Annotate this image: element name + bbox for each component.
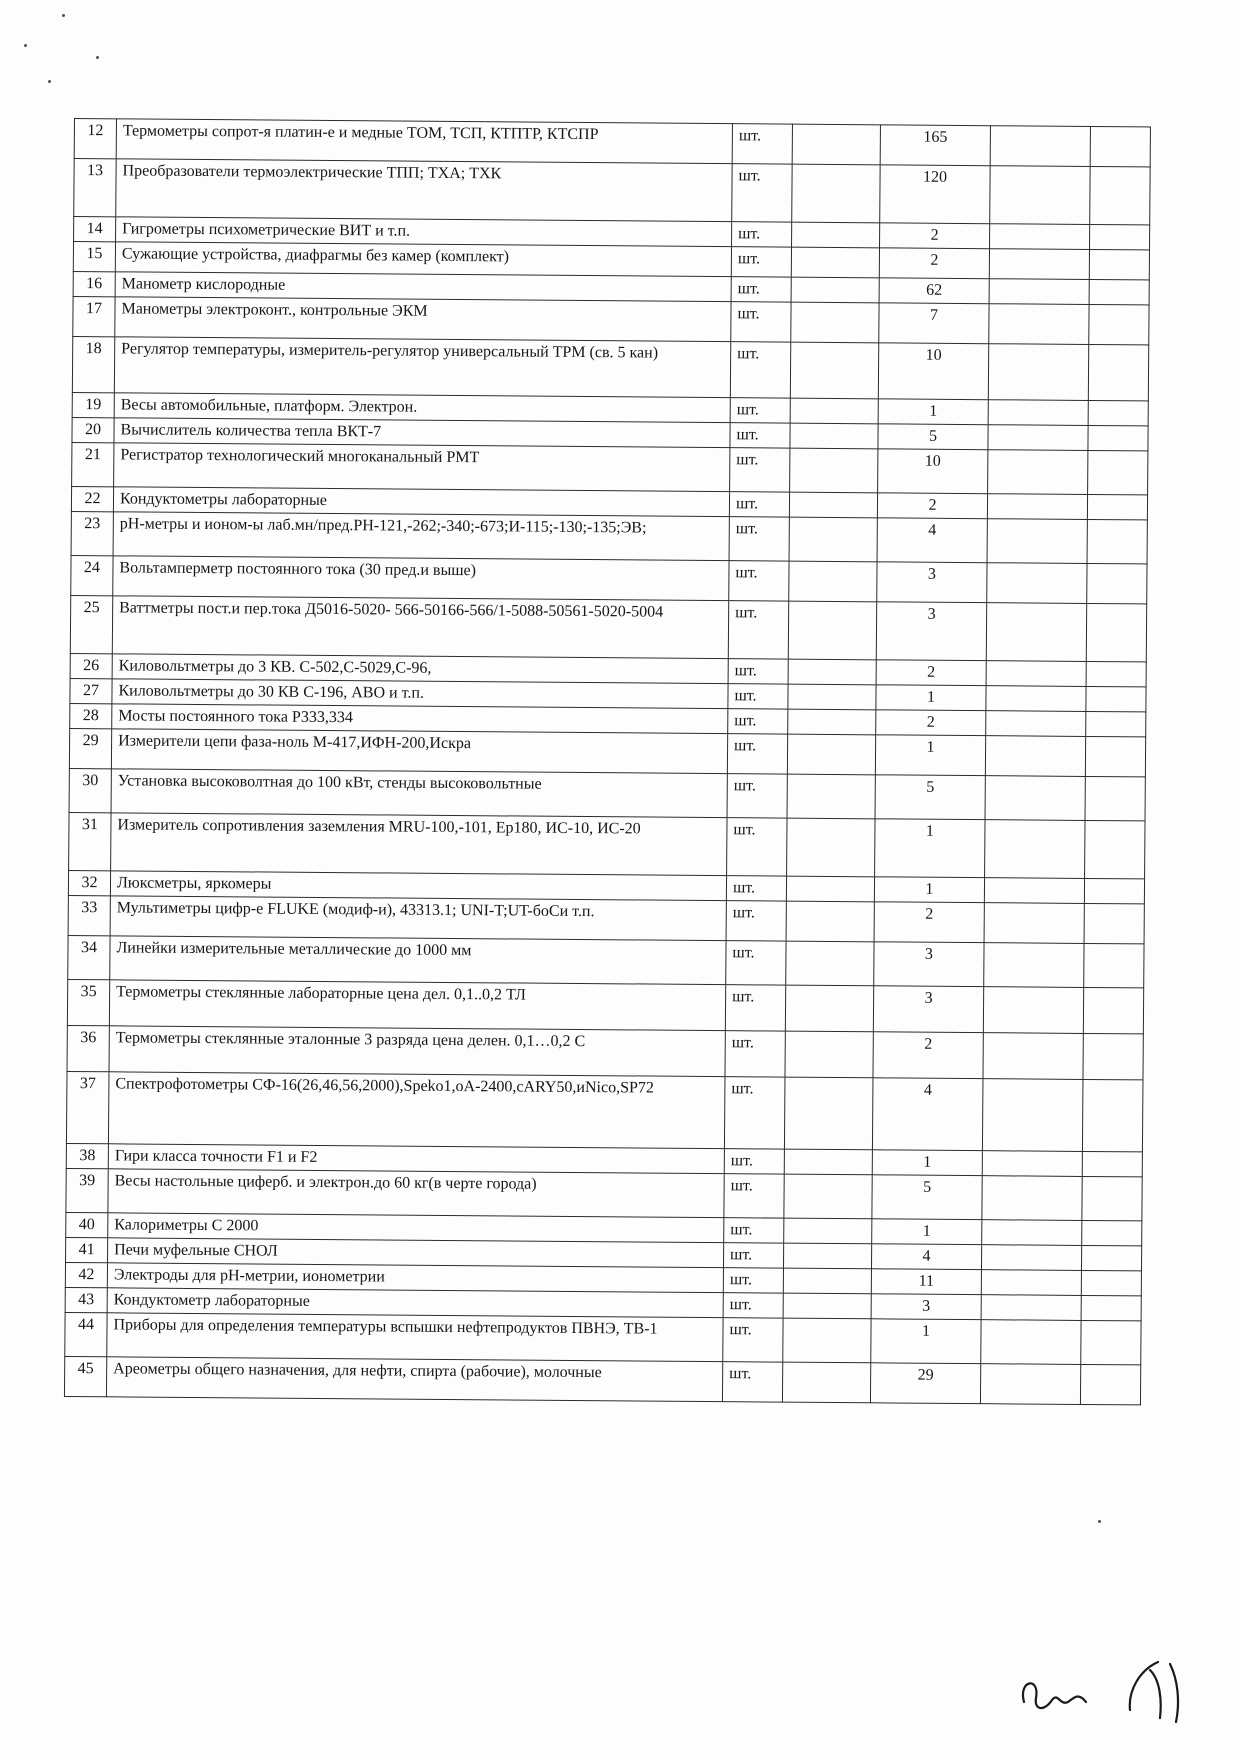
empty-cell <box>792 124 880 165</box>
row-number: 14 <box>74 217 116 242</box>
table-row <box>72 336 1148 400</box>
empty-cell <box>1085 820 1145 878</box>
empty-cell <box>785 1031 873 1078</box>
empty-cell <box>782 1362 870 1403</box>
empty-cell <box>791 277 879 303</box>
instrument-name: Измеритель сопротивления заземления MRU-100,-101, Ep180, ИС-10, ИС-20 <box>111 813 727 876</box>
unit-of-measure: шт. <box>727 734 787 774</box>
empty-cell <box>787 818 875 877</box>
empty-cell <box>788 684 876 710</box>
empty-cell <box>1089 304 1149 344</box>
unit-of-measure: шт. <box>728 684 788 709</box>
empty-cell <box>789 492 877 518</box>
empty-cell <box>982 1220 1082 1246</box>
unit-of-measure: шт. <box>730 342 790 398</box>
instrument-name: Мосты постоянного тока Р333,334 <box>112 704 728 734</box>
empty-cell <box>985 820 1085 879</box>
unit-of-measure: шт. <box>732 164 792 222</box>
unit-of-measure: шт. <box>729 517 789 561</box>
unit-of-measure: шт. <box>723 1268 783 1293</box>
table-row <box>66 1071 1143 1151</box>
empty-cell <box>989 279 1089 305</box>
quantity: 1 <box>878 399 988 425</box>
empty-cell <box>983 987 1083 1034</box>
empty-cell <box>784 1149 872 1175</box>
unit-of-measure: шт. <box>732 222 792 247</box>
empty-cell <box>788 709 876 735</box>
empty-cell <box>783 1243 871 1269</box>
empty-cell <box>1081 1295 1141 1320</box>
empty-cell <box>981 1270 1081 1296</box>
empty-cell <box>784 1174 872 1219</box>
empty-cell <box>984 903 1084 944</box>
row-number: 16 <box>73 271 115 296</box>
empty-cell <box>990 224 1090 250</box>
empty-cell <box>783 1293 871 1319</box>
empty-cell <box>982 1079 1083 1152</box>
quantity: 2 <box>876 710 986 736</box>
empty-cell <box>1088 425 1148 450</box>
quantity: 2 <box>873 1032 983 1079</box>
unit-of-measure: шт. <box>728 659 788 684</box>
quantity: 1 <box>872 1219 982 1245</box>
table-row <box>69 812 1145 878</box>
row-number: 15 <box>73 242 115 272</box>
instrument-name: Печи муфельные СНОЛ <box>108 1238 724 1268</box>
unit-of-measure: шт. <box>729 561 789 601</box>
empty-cell <box>790 342 878 399</box>
unit-of-measure: шт. <box>722 1362 782 1402</box>
empty-cell <box>1087 563 1147 603</box>
empty-cell <box>791 247 879 278</box>
instrument-name: pH-метры и ионом-ы лаб.мн/пред.PH-121,-262;-340;-673;И-115;-130;-135;ЭВ; <box>113 512 729 561</box>
empty-cell <box>1081 1270 1141 1295</box>
empty-cell <box>986 686 1086 712</box>
empty-cell <box>1089 249 1149 279</box>
row-number: 33 <box>68 895 110 935</box>
instrument-name: Киловольтметры до 30 КВ С-196, АВО и т.п. <box>112 679 728 709</box>
empty-cell <box>990 166 1090 225</box>
empty-cell <box>1086 603 1146 661</box>
quantity: 3 <box>877 562 987 603</box>
unit-of-measure: шт. <box>723 1318 783 1362</box>
unit-of-measure: шт. <box>727 818 787 876</box>
quantity: 5 <box>878 424 988 450</box>
quantity: 4 <box>871 1244 981 1270</box>
quantity: 2 <box>880 223 990 249</box>
quantity: 62 <box>879 278 989 304</box>
scan-speck <box>1098 1520 1101 1523</box>
unit-of-measure: шт. <box>729 492 789 517</box>
empty-cell <box>1086 686 1146 711</box>
quantity: 10 <box>878 343 988 400</box>
instrument-name: Люксметры, яркомеры <box>110 871 726 901</box>
empty-cell <box>981 1320 1081 1365</box>
empty-cell <box>1088 400 1148 425</box>
unit-of-measure: шт. <box>732 124 792 164</box>
quantity: 5 <box>875 775 985 820</box>
empty-cell <box>786 941 874 986</box>
empty-cell <box>1081 1245 1141 1270</box>
instrument-name: Линейки измерительные металлические до 1000 мм <box>110 936 726 985</box>
row-number: 20 <box>72 417 114 442</box>
instrument-name: Термометры сопрот-я платин-е и медные ТОМ, ТСП, КТПТР, КТСПР <box>116 119 732 164</box>
row-number: 41 <box>66 1237 108 1262</box>
empty-cell <box>791 302 879 343</box>
quantity: 10 <box>878 449 988 494</box>
row-number: 37 <box>66 1071 109 1143</box>
handwritten-signature <box>1010 1640 1210 1730</box>
row-number: 29 <box>69 728 111 768</box>
unit-of-measure: шт. <box>724 1174 784 1218</box>
empty-cell <box>986 603 1086 662</box>
instruments-table <box>64 118 1151 1405</box>
unit-of-measure: шт. <box>730 398 790 423</box>
row-number: 27 <box>70 678 112 703</box>
empty-cell <box>1084 878 1144 903</box>
row-number: 43 <box>65 1287 107 1312</box>
empty-cell <box>1085 736 1145 776</box>
quantity: 4 <box>872 1078 983 1151</box>
quantity: 29 <box>870 1363 980 1404</box>
quantity: 5 <box>872 1175 982 1220</box>
scan-speck <box>24 44 27 47</box>
empty-cell <box>1084 943 1144 987</box>
unit-of-measure: шт. <box>726 901 786 941</box>
empty-cell <box>788 659 876 685</box>
table-row <box>74 159 1150 225</box>
empty-cell <box>1090 126 1150 166</box>
empty-cell <box>985 736 1085 777</box>
quantity: 7 <box>879 303 989 344</box>
instrument-name: Приборы для определения температуры вспышки нефтепродуктов ПВНЭ, ТВ-1 <box>107 1313 723 1362</box>
row-number: 34 <box>68 935 110 979</box>
quantity: 1 <box>875 735 985 776</box>
empty-cell <box>1084 903 1144 943</box>
empty-cell <box>1089 279 1149 304</box>
empty-cell <box>786 876 874 902</box>
quantity: 11 <box>871 1269 981 1295</box>
instrument-name: Вычислитель количества тепла ВКТ-7 <box>114 418 730 448</box>
unit-of-measure: шт. <box>731 302 791 342</box>
empty-cell <box>1089 224 1149 249</box>
instrument-name: Киловольтметры до 3 КВ. С-502,С-5029,С-96, <box>112 654 728 684</box>
empty-cell <box>981 1245 1081 1271</box>
quantity: 1 <box>871 1319 981 1364</box>
empty-cell <box>787 774 875 819</box>
instrument-name: Весы автомобильные, платформ. Электрон. <box>114 393 730 423</box>
instrument-name: Электроды для pH-метрии, ионометрии <box>107 1263 723 1293</box>
quantity: 1 <box>872 1150 982 1176</box>
instrument-name: Регистратор технологический многоканальный РМТ <box>114 443 730 492</box>
unit-of-measure: шт. <box>728 601 788 659</box>
empty-cell <box>1083 1033 1143 1079</box>
empty-cell <box>790 423 878 449</box>
row-number: 35 <box>67 979 109 1025</box>
empty-cell <box>1082 1079 1143 1151</box>
unit-of-measure: шт. <box>731 247 791 277</box>
table-row <box>70 595 1146 661</box>
quantity: 1 <box>876 685 986 711</box>
scan-speck <box>96 56 99 59</box>
instrument-name: Ареометры общего назначения, для нефти, спирта (рабочие), молочные <box>106 1357 722 1402</box>
row-number: 22 <box>71 486 113 511</box>
empty-cell <box>988 425 1088 451</box>
empty-cell <box>1086 711 1146 736</box>
empty-cell <box>984 943 1084 988</box>
instrument-name: Весы настольные циферб. и электрон.до 60 кг(в черте города) <box>108 1169 724 1218</box>
empty-cell <box>980 1364 1080 1405</box>
row-number: 30 <box>69 768 111 812</box>
empty-cell <box>988 344 1088 401</box>
instrument-name: Измерители цепи фаза-ноль М-417,ИФН-200,Искра <box>111 729 727 774</box>
quantity: 3 <box>876 602 986 661</box>
empty-cell <box>988 450 1088 495</box>
instrument-name: Регулятор температуры, измеритель-регулятор универсальный ТРМ (св. 5 кан) <box>114 337 730 398</box>
empty-cell <box>989 249 1089 280</box>
unit-of-measure: шт. <box>731 277 791 302</box>
empty-cell <box>985 776 1085 821</box>
empty-cell <box>982 1151 1082 1177</box>
empty-cell <box>1090 166 1150 224</box>
quantity: 2 <box>877 493 987 519</box>
unit-of-measure: шт. <box>723 1293 783 1318</box>
unit-of-measure: шт. <box>725 1031 785 1077</box>
row-number: 36 <box>67 1025 109 1071</box>
unit-of-measure: шт. <box>724 1149 784 1174</box>
unit-of-measure: шт. <box>730 423 790 448</box>
instrument-name: Кондуктометры лабораторные <box>113 487 729 517</box>
instrument-name: Манометры электроконт., контрольные ЭКМ <box>115 297 731 342</box>
unit-of-measure: шт. <box>724 1218 784 1243</box>
row-number: 28 <box>70 703 112 728</box>
quantity: 3 <box>874 942 984 987</box>
empty-cell <box>989 304 1089 345</box>
row-number: 44 <box>65 1312 107 1356</box>
empty-cell <box>986 711 1086 737</box>
row-number: 18 <box>72 336 114 392</box>
empty-cell <box>1082 1220 1142 1245</box>
empty-cell <box>1081 1320 1141 1364</box>
unit-of-measure: шт. <box>724 1077 785 1149</box>
instrument-name: Манометр кислородные <box>115 272 731 302</box>
empty-cell <box>792 222 880 248</box>
empty-cell <box>783 1318 871 1363</box>
empty-cell <box>982 1176 1082 1221</box>
scan-speck <box>62 14 65 17</box>
instrument-name: Термометры стеклянные эталонные 3 разряда цена делен. 0,1…0,2 С <box>109 1026 725 1077</box>
empty-cell <box>792 164 880 223</box>
row-number: 39 <box>66 1168 108 1212</box>
scan-speck <box>48 80 51 83</box>
quantity: 2 <box>876 660 986 686</box>
empty-cell <box>984 878 1084 904</box>
row-number: 19 <box>72 392 114 417</box>
instrument-name: Гири класса точности F1 и F2 <box>108 1144 724 1174</box>
instrument-name: Термометры стеклянные лабораторные цена дел. 0,1..0,2 ТЛ <box>109 980 725 1031</box>
table-row <box>64 1356 1140 1404</box>
row-number: 32 <box>68 870 110 895</box>
empty-cell <box>783 1268 871 1294</box>
row-number: 21 <box>72 442 114 486</box>
row-number: 26 <box>70 653 112 678</box>
empty-cell <box>1080 1364 1140 1404</box>
empty-cell <box>790 398 878 424</box>
empty-cell <box>987 563 1087 604</box>
quantity: 2 <box>879 248 989 279</box>
unit-of-measure: шт. <box>723 1243 783 1268</box>
empty-cell <box>1082 1176 1142 1220</box>
empty-cell <box>784 1077 873 1150</box>
empty-cell <box>786 901 874 942</box>
instrument-name: Гигрометры психометрические ВИТ и т.п. <box>116 217 732 247</box>
empty-cell <box>1083 987 1143 1033</box>
quantity: 3 <box>871 1294 981 1320</box>
unit-of-measure: шт. <box>726 941 786 985</box>
empty-cell <box>1082 1151 1142 1176</box>
instrument-name: Преобразователи термоэлектрические ТПП; ТХА; ТХК <box>116 159 732 222</box>
empty-cell <box>1086 661 1146 686</box>
instrument-name: Кондуктометр лабораторные <box>107 1288 723 1318</box>
empty-cell <box>787 734 875 775</box>
quantity: 120 <box>880 165 990 224</box>
quantity: 165 <box>880 125 990 166</box>
empty-cell <box>790 448 878 493</box>
empty-cell <box>987 494 1087 520</box>
row-number: 31 <box>69 812 111 870</box>
empty-cell <box>785 985 873 1032</box>
empty-cell <box>1087 519 1147 563</box>
row-number: 42 <box>65 1262 107 1287</box>
unit-of-measure: шт. <box>730 448 790 492</box>
instrument-name: Спектрофотометры СФ-16(26,46,56,2000),Speko1,oA-2400,cARY50,иNico,SP72 <box>108 1072 725 1149</box>
quantity: 4 <box>877 518 987 563</box>
empty-cell <box>788 601 876 660</box>
row-number: 25 <box>70 595 112 653</box>
unit-of-measure: шт. <box>727 774 787 818</box>
empty-cell <box>789 517 877 562</box>
unit-of-measure: шт. <box>725 985 785 1031</box>
row-number: 45 <box>64 1356 106 1396</box>
empty-cell <box>789 561 877 602</box>
empty-cell <box>983 1033 1083 1080</box>
row-number: 17 <box>73 296 115 336</box>
quantity: 1 <box>874 877 984 903</box>
empty-cell <box>986 661 1086 687</box>
empty-cell <box>988 400 1088 426</box>
row-number: 23 <box>71 511 113 555</box>
empty-cell <box>1087 494 1147 519</box>
instrument-name: Установка высоковолтная до 100 кВт, стенды высоковольтные <box>111 769 727 818</box>
quantity: 1 <box>875 819 985 878</box>
quantity: 2 <box>874 902 984 943</box>
row-number: 40 <box>66 1212 108 1237</box>
empty-cell <box>1088 344 1148 400</box>
row-number: 13 <box>74 159 116 217</box>
quantity: 3 <box>873 986 983 1033</box>
empty-cell <box>1085 776 1145 820</box>
empty-cell <box>784 1218 872 1244</box>
empty-cell <box>981 1295 1081 1321</box>
row-number: 24 <box>71 555 113 595</box>
empty-cell <box>987 519 1087 564</box>
row-number: 38 <box>66 1143 108 1168</box>
row-number: 12 <box>74 119 116 159</box>
empty-cell <box>990 126 1090 167</box>
unit-of-measure: шт. <box>728 709 788 734</box>
instrument-name: Калориметры С 2000 <box>108 1213 724 1243</box>
instrument-name: Мультиметры цифр-е FLUKE (модиф-и), 43313.1; UNI-T;UT-боСи т.п. <box>110 896 726 941</box>
instrument-name: Вольтамперметр постоянного тока (30 пред.и выше) <box>113 556 729 601</box>
unit-of-measure: шт. <box>726 876 786 901</box>
empty-cell <box>1088 450 1148 494</box>
instrument-name: Ваттметры пост.и пер.тока Д5016-5020- 566-50166-566/1-5088-50561-5020-5004 <box>112 596 728 659</box>
instrument-name: Сужающие устройства, диафрагмы без камер (комплект) <box>115 242 731 277</box>
